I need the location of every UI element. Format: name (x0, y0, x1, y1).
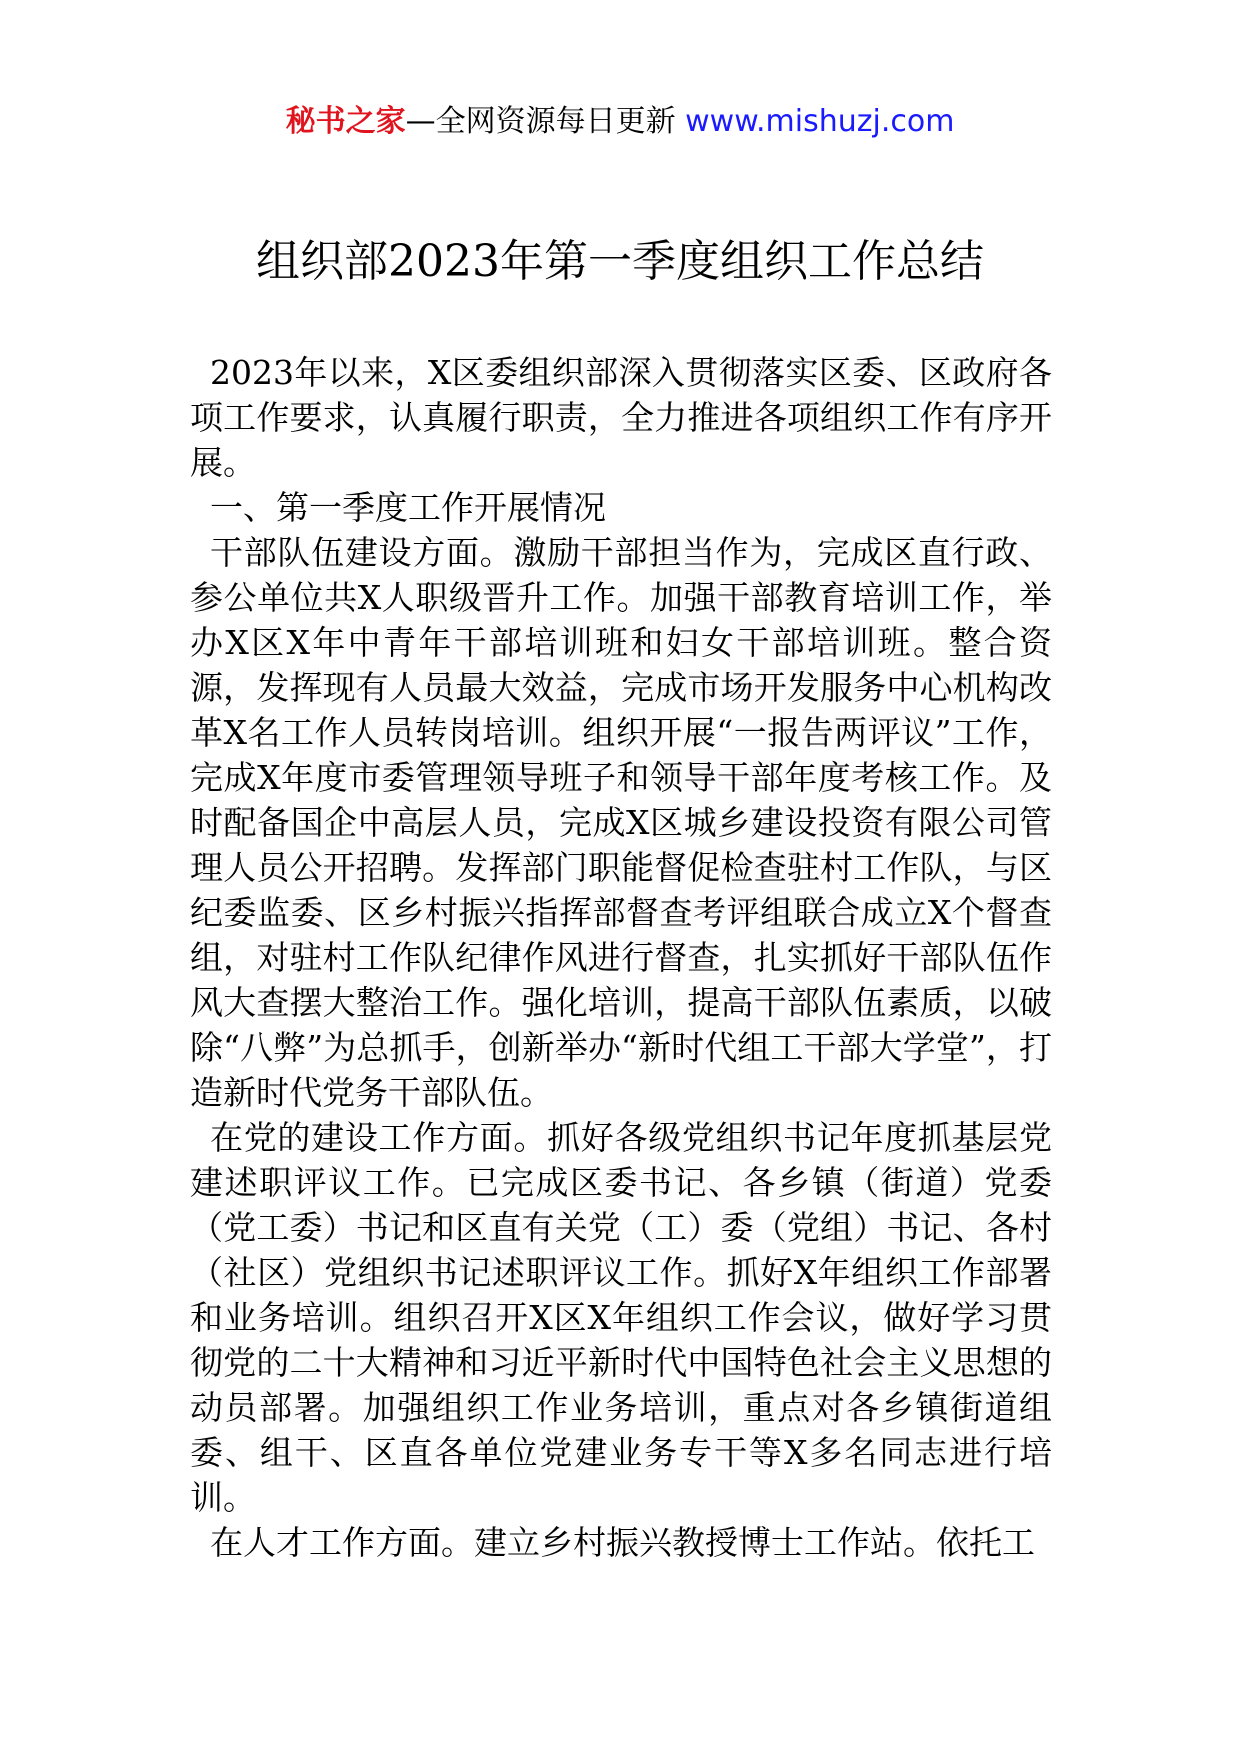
section-heading: 一、第一季度工作开展情况 (210, 488, 606, 527)
site-header-banner (0, 100, 1240, 144)
site-tagline: —全网资源每日更新 (405, 104, 676, 139)
cadre-team-paragraph: 干部队伍建设方面。激励干部担当作为，完成区直行政、参公单位共X人职级晋升工作。加强干部教育培训工作，举办X区X年中青年干部培训班和妇女干部培训班。整合资源，发挥现有人员最大效益，完成市场开发服务中心机构改革X名工作人员转岗培训。组织开展“一报告两评议”工作，完成X年度市委管理领导班子和领导干部年度考核工作。及时配备国企中高层人员，完成X区城乡建设投资有限公司管理人员公开招聘。发挥部门职能督促检查驻村工作队，与区纪委监委、区乡村振兴指挥部督查考评组联合成立X个督查组，对驻村工作队纪律作风进行督查，扎实抓好干部队伍作风大查摆大整治工作。强化培训，提高干部队伍素质，以破除“八弊”为总抓手，创新举办“新时代组工干部大学堂”，打造新时代党务干部队伍。 (190, 533, 1052, 1112)
party-building-paragraph: 在党的建设工作方面。抓好各级党组织书记年度抓基层党建述职评议工作。已完成区委书记、各乡镇（街道）党委（党工委）书记和区直有关党（工）委（党组）书记、各村（社区）党组织书记述职评议工作。抓好X年组织工作部署和业务培训。组织召开X区X年组织工作会议，做好学习贯彻党的二十大精神和习近平新时代中国特色社会主义思想的动员部署。加强组织工作业务培训，重点对各乡镇街道组委、组干、区直各单位党建业务专干等X多名同志进行培训。 (190, 1118, 1052, 1517)
talent-work-paragraph: 在人才工作方面。建立乡村振兴教授博士工作站。依托工 (210, 1523, 1035, 1562)
document-title: 组织部2023年第一季度组织工作总结 (256, 236, 984, 287)
document-body (190, 350, 1052, 1565)
site-url-link[interactable]: www.mishuzj.com (685, 104, 955, 139)
site-brand: 秘书之家 (285, 104, 406, 139)
intro-paragraph: 2023年以来，X区委组织部深入贯彻落实区委、区政府各项工作要求，认真履行职责，全力推进各项组织工作有序开展。 (190, 353, 1052, 482)
